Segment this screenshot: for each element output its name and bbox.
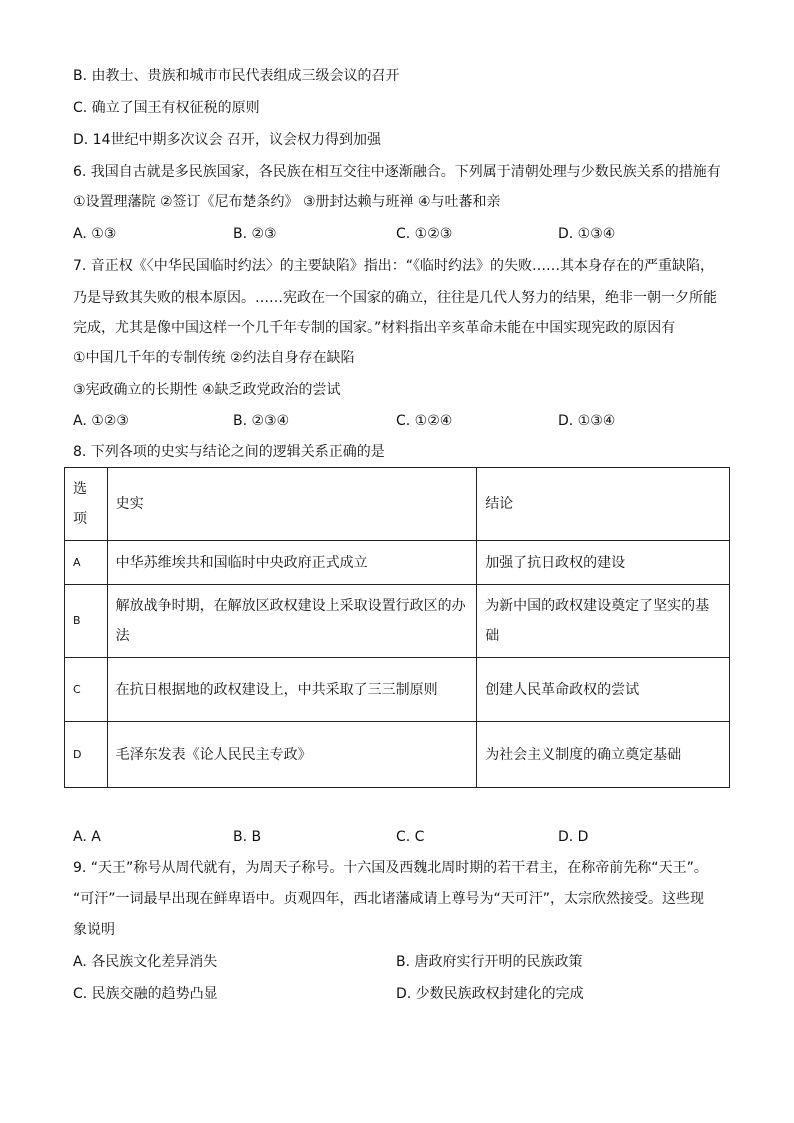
q7-option-a: A. ①②③: [73, 413, 129, 429]
q8-row-option: B: [65, 585, 108, 658]
q8-header-option-line1: 选: [73, 481, 87, 497]
q8-row-option: D: [65, 722, 108, 788]
q8-row-conclusion-line2: 础: [485, 628, 500, 644]
q8-option-a: A. A: [73, 829, 101, 845]
q8-row-option: C: [65, 658, 108, 722]
q5-option-c: C. 确立了国王有权征税的原则: [73, 100, 260, 116]
q7-stem-line1: 7. 音正权《〈中华民国临时约法〉的主要缺陷》指出：“《临时约法》的失败……其本身存在的严重缺陷，: [73, 258, 715, 274]
q6-option-d: D. ①③④: [558, 226, 616, 242]
q8-option-d: D. D: [558, 829, 589, 845]
q7-option-d: D. ①③④: [558, 413, 616, 429]
q8-header-option-line2: 项: [73, 511, 87, 527]
q8-table-row: [65, 585, 730, 658]
q8-table-row: [65, 541, 730, 585]
q7-stem-line2: 乃是导致其失败的根本原因。……宪政在一个国家的确立，往往是几代人努力的结果，绝非一朝一夕所能: [73, 290, 717, 306]
q8-row-fact: 中华苏维埃共和国临时中央政府正式成立: [107, 541, 477, 585]
q8-table-row: [65, 658, 730, 722]
q6-items: ①设置理藩院 ②签订《尼布楚条约》 ③册封达赖与班禅 ④与吐蕃和亲: [73, 194, 501, 210]
q8-row-conclusion: 创建人民革命政权的尝试: [477, 658, 730, 722]
q8-table-row: [65, 722, 730, 788]
q5-option-d: D. 14世纪中期多次议会 召开，议会权力得到加强: [73, 132, 381, 148]
q6-stem: 6. 我国自古就是多民族国家，各民族在相互交往中逐渐融合。下列属于清朝处理与少数民族关系的措施有: [73, 164, 721, 180]
q6-option-a: A. ①③: [73, 226, 117, 242]
q5-option-b: B. 由教士、贵族和城市市民代表组成三级会议的召开: [73, 68, 400, 84]
q7-items-line2: ③宪政确立的长期性 ④缺乏政党政治的尝试: [73, 382, 341, 398]
q9-stem-line2: “可汗”一词最早出现在鲜卑语中。贞观四年，西北诸藩咸请上尊号为“天可汗”，太宗欣然接受。这些现: [73, 891, 705, 907]
q9-option-c: C. 民族交融的趋势凸显: [73, 986, 218, 1002]
q9-option-b: B. 唐政府实行开明的民族政策: [396, 954, 583, 970]
q7-stem-line3: 完成，尤其是像中国这样一个几千年专制的国家。”材料指出辛亥革命未能在中国实现宪政的原因有: [73, 320, 676, 336]
q9-option-a: A. 各民族文化差异消失: [73, 954, 218, 970]
q8-row-conclusion: [477, 585, 730, 658]
q8-stem: 8. 下列各项的史实与结论之间的逻辑关系正确的是: [73, 444, 385, 460]
q8-header-conclusion: 结论: [477, 468, 730, 541]
q8-option-b: B. B: [233, 829, 262, 845]
q7-items-line1: ①中国几千年的专制传统 ②约法自身存在缺陷: [73, 350, 355, 366]
q8-header-option: [65, 468, 108, 541]
q8-row-fact: 毛泽东发表《论人民民主专政》: [107, 722, 477, 788]
q8-row-conclusion-line1: 为新中国的政权建设奠定了坚实的基: [485, 598, 710, 614]
q9-option-d: D. 少数民族政权封建化的完成: [396, 986, 584, 1002]
q8-row-fact: [107, 585, 477, 658]
q7-option-b: B. ②③④: [233, 413, 290, 429]
q8-row-fact-line1: 解放战争时期，在解放区政权建设上采取设置行政区的办: [115, 598, 466, 614]
q9-stem-line3: 象说明: [73, 922, 115, 938]
q7-option-c: C. ①②④: [396, 413, 453, 429]
q8-row-fact: 在抗日根据地的政权建设上，中共采取了三三制原则: [107, 658, 477, 722]
q8-header-fact: 史实: [107, 468, 477, 541]
q8-row-conclusion: 加强了抗日政权的建设: [477, 541, 730, 585]
q9-stem-line1: 9. “天王”称号从周代就有，为周天子称号。十六国及西魏北周时期的若干君主，在称帝前先称“天王”。: [73, 860, 708, 876]
q8-table: [64, 467, 730, 788]
q6-option-b: B. ②③: [233, 226, 277, 242]
q6-option-c: C. ①②③: [396, 226, 453, 242]
q8-row-option: A: [65, 541, 108, 585]
q8-row-fact-line2: 法: [115, 628, 130, 644]
q8-table-header-row: [65, 468, 730, 541]
q8-option-c: C. C: [396, 829, 425, 845]
q8-row-conclusion: 为社会主义制度的确立奠定基础: [477, 722, 730, 788]
